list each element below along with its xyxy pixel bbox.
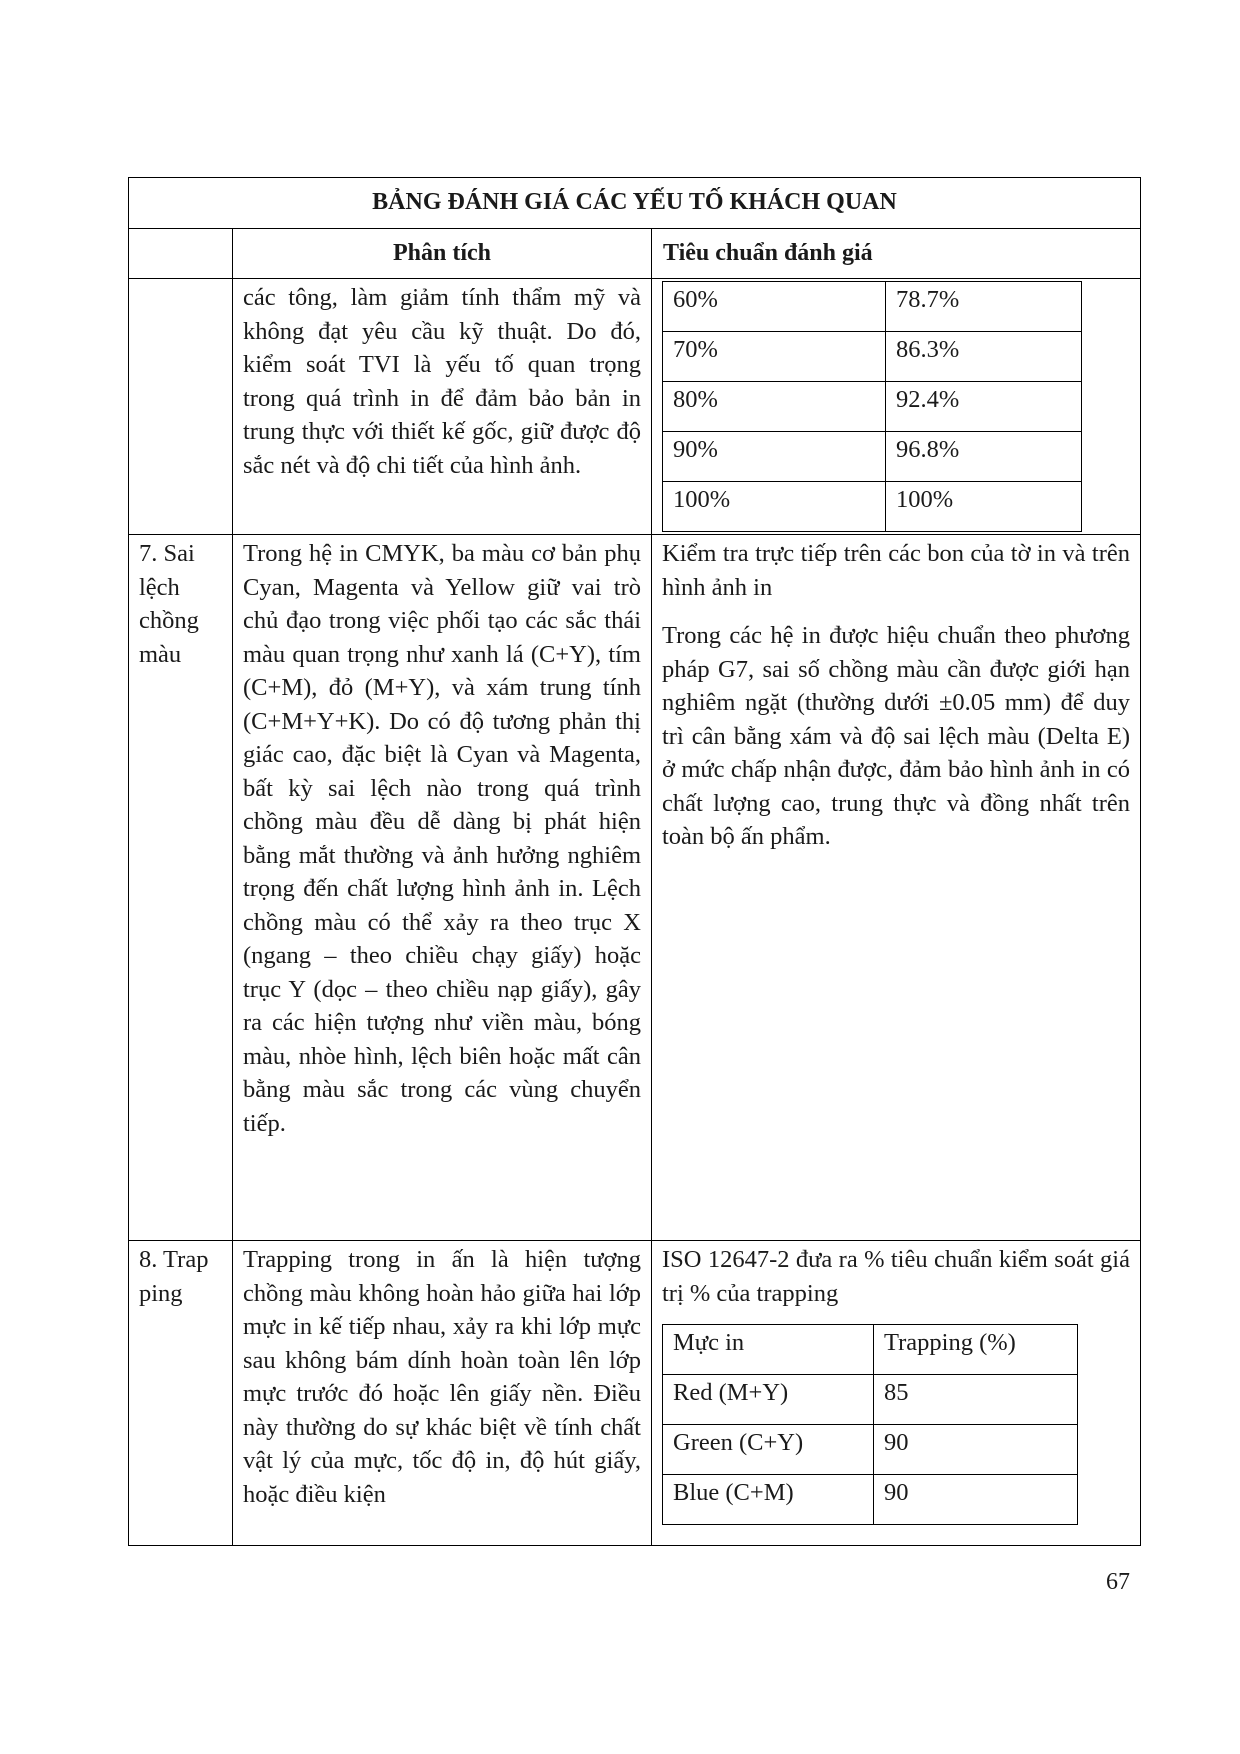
row-criteria	[652, 1241, 1141, 1546]
trapping-cell: Red (M+Y)	[663, 1375, 874, 1425]
tvi-cell: 60%	[663, 282, 886, 332]
trapping-cell: 90	[874, 1475, 1078, 1525]
row-analysis: Trong hệ in CMYK, ba màu cơ bản phụ Cyan, Magenta và Yellow giữ vai trò chủ đạo trong việc phối tạo các sắc thái màu quan trọng như xanh lá (C+Y), tím (C+M), đỏ (M+Y), và xám trung tính (C+M+Y+K). Do có độ tương phản thị giác cao, đặc biệt là Cyan và Magenta, bất kỳ sai lệch nào trong quá trình chồng màu đều dễ dàng bị phát hiện bằng mắt thường và ảnh hưởng nghiêm trọng đến chất lượng hình ảnh in. Lệch chồng màu có thể xảy ra theo trục X (ngang – theo chiều chạy giấy) hoặc trục Y (dọc – theo chiều nạp giấy), gây ra các hiện tượng như viền màu, bóng màu, nhòe hình, lệch biên hoặc mất cân bằng màu sắc trong các vùng chuyển tiếp.	[233, 535, 652, 1241]
tvi-cell: 96.8%	[886, 432, 1082, 482]
row-label	[129, 279, 233, 535]
header-criteria: Tiêu chuẩn đánh giá	[652, 229, 1141, 279]
trapping-table	[662, 1324, 1078, 1525]
tvi-cell: 100%	[886, 482, 1082, 532]
row-criteria	[652, 535, 1141, 1241]
criteria-paragraph: ISO 12647-2 đưa ra % tiêu chuẩn kiểm soát giá trị % của trapping	[662, 1246, 1130, 1307]
trapping-header-row	[663, 1325, 1078, 1375]
tvi-cell: 80%	[663, 382, 886, 432]
evaluation-table	[128, 177, 1141, 1546]
page-number: 67	[1106, 1569, 1130, 1595]
header-analysis: Phân tích	[233, 229, 652, 279]
tvi-cell: 92.4%	[886, 382, 1082, 432]
row-label: 7. Sai lệch chồng màu	[129, 535, 233, 1241]
trapping-row	[663, 1475, 1078, 1525]
criteria-paragraph: Trong các hệ in được hiệu chuẩn theo phương pháp G7, sai số chồng màu cần được giới hạn nghiêm ngặt (thường dưới ±0.05 mm) để duy trì cân bằng xám và độ sai lệch màu (Delta E) ở mức chấp nhận được, đảm bảo hình ảnh in có chất lượng cao, trung thực và đồng nhất trên toàn bộ ấn phẩm.	[662, 622, 1130, 850]
tvi-row	[663, 432, 1082, 482]
trapping-row	[663, 1375, 1078, 1425]
trapping-cell: 90	[874, 1425, 1078, 1475]
trapping-cell: Blue (C+M)	[663, 1475, 874, 1525]
trapping-cell: Green (C+Y)	[663, 1425, 874, 1475]
tvi-row	[663, 382, 1082, 432]
tvi-cell: 86.3%	[886, 332, 1082, 382]
tvi-row	[663, 282, 1082, 332]
row-analysis: Trapping trong in ấn là hiện tượng chồng màu không hoàn hảo giữa hai lớp mực in kế tiếp nhau, xảy ra khi lớp mực sau không bám dính hoàn toàn lên lớp mực trước đó hoặc lên giấy nền. Điều này thường do sự khác biệt về tính chất vật lý của mực, tốc độ in, độ hút giấy, hoặc điều kiện	[233, 1241, 652, 1546]
tvi-cell: 78.7%	[886, 282, 1082, 332]
tvi-table	[662, 281, 1082, 532]
header-col1	[129, 229, 233, 279]
tvi-row	[663, 482, 1082, 532]
tvi-cell: 90%	[663, 432, 886, 482]
table-row	[129, 1241, 1141, 1546]
table-title: BẢNG ĐÁNH GIÁ CÁC YẾU TỐ KHÁCH QUAN	[129, 178, 1141, 229]
table-row	[129, 535, 1141, 1241]
tvi-cell: 100%	[663, 482, 886, 532]
criteria-paragraph: Kiểm tra trực tiếp trên các bon của tờ in và trên hình ảnh in	[662, 540, 1130, 601]
tvi-cell: 70%	[663, 332, 886, 382]
table-row	[129, 279, 1141, 535]
row-criteria	[652, 279, 1141, 535]
tvi-row	[663, 332, 1082, 382]
row-label: 8. Trap ping	[129, 1241, 233, 1546]
header-row	[129, 229, 1141, 279]
trapping-row	[663, 1425, 1078, 1475]
trapping-header-cell: Trapping (%)	[874, 1325, 1078, 1375]
trapping-header-cell: Mực in	[663, 1325, 874, 1375]
trapping-cell: 85	[874, 1375, 1078, 1425]
row-analysis: các tông, làm giảm tính thẩm mỹ và không đạt yêu cầu kỹ thuật. Do đó, kiểm soát TVI là yếu tố quan trọng trong quá trình in để đảm bảo bản in trung thực với thiết kế gốc, giữ được độ sắc nét và độ chi tiết của hình ảnh.	[233, 279, 652, 535]
